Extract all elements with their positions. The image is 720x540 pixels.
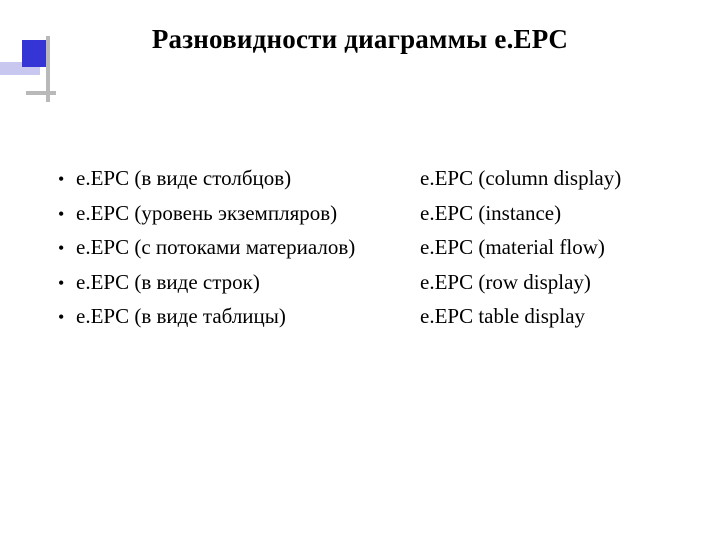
list-item: e.EPC (instance)	[420, 200, 562, 225]
list-item-text: e.EPC (в виде строк)	[76, 269, 260, 294]
list-item	[58, 299, 355, 334]
bullet: •	[58, 307, 65, 327]
slide-title: Разновидности диаграммы e.EPC	[151, 24, 569, 54]
list-item: e.EPC (row display)	[420, 269, 591, 294]
english-list	[420, 161, 621, 334]
list-item-text: e.EPC (в виде столбцов)	[76, 166, 292, 190]
bullet: •	[58, 238, 65, 258]
bullet: •	[58, 169, 65, 189]
ornament-horizontal-line	[26, 91, 56, 95]
list-item-text: e.EPC (уровень экземпляров)	[76, 200, 338, 225]
list-item: e.EPC (material flow)	[420, 235, 605, 259]
bullet: •	[58, 203, 65, 224]
list-item-text: e.EPC (с потоками материалов)	[76, 235, 356, 259]
bullet: •	[58, 272, 65, 293]
list-item	[58, 265, 355, 300]
list-item	[58, 161, 355, 196]
russian-list	[58, 161, 355, 334]
list-item: e.EPC (column display)	[420, 166, 622, 190]
list-item: e.EPC table display	[420, 304, 586, 328]
list-item-text: e.EPC (в виде таблицы)	[76, 304, 286, 328]
list-item	[58, 196, 355, 231]
list-item	[58, 230, 355, 265]
